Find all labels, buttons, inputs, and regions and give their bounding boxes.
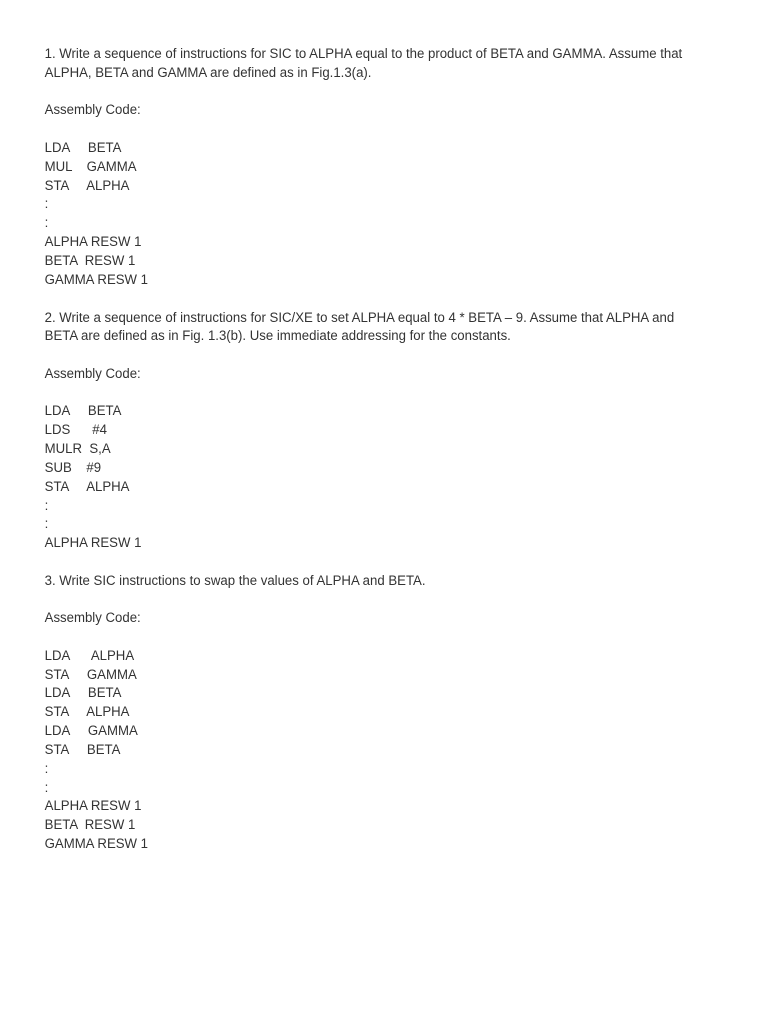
q3-code-line: LDA BETA [44,685,122,701]
q2-prompt-line1: 2. Write a sequence of instructions for SIC/XE to set ALPHA equal to 4 * BETA – 9. Assume that ALPHA and [44,310,675,326]
q1-code-line: LDA BETA [44,140,122,156]
q2-code-line: : [44,498,49,514]
q2-heading: Assembly Code: [44,366,141,382]
q1-prompt-line1: 1. Write a sequence of instructions for SIC to ALPHA equal to the product of BETA and GAMMA. Assume that [44,46,683,62]
q2-prompt-line2: BETA are defined as in Fig. 1.3(b). Use immediate addressing for the constants. [44,328,511,344]
q3-code-line: ALPHA RESW 1 [44,798,142,814]
q2-code-line: STA ALPHA [44,479,130,495]
q3-code-line: STA ALPHA [44,704,130,720]
q2-code-line: : [44,516,49,532]
q3-code-line: STA GAMMA [44,667,137,683]
q3-code-line: BETA RESW 1 [44,817,136,833]
q2-code-line: LDA BETA [44,403,122,419]
q3-prompt-line1: 3. Write SIC instructions to swap the values of ALPHA and BETA. [44,573,426,589]
q3-code-line: LDA ALPHA [44,648,135,664]
q3-code-line: GAMMA RESW 1 [44,836,149,852]
q3-code-line: : [44,780,49,796]
q2-code-line: ALPHA RESW 1 [44,535,142,551]
q1-code-line: ALPHA RESW 1 [44,234,142,250]
q2-code-line: SUB #9 [44,460,102,476]
q1-code-line: MUL GAMMA [44,159,137,175]
q2-code-line: MULR S,A [44,441,111,457]
q3-heading: Assembly Code: [44,610,141,626]
q1-code-line: BETA RESW 1 [44,253,136,269]
q1-heading: Assembly Code: [44,102,141,118]
q2-code-line: LDS #4 [44,422,107,438]
q1-code-line: : [44,196,49,212]
q1-prompt-line2: ALPHA, BETA and GAMMA are defined as in Fig.1.3(a). [44,65,372,81]
q3-code-line: STA BETA [44,742,121,758]
q3-code-line: LDA GAMMA [44,723,138,739]
q1-code-line: STA ALPHA [44,178,130,194]
q1-code-line: : [44,215,49,231]
q1-code-line: GAMMA RESW 1 [44,272,149,288]
q3-code-line: : [44,761,49,777]
